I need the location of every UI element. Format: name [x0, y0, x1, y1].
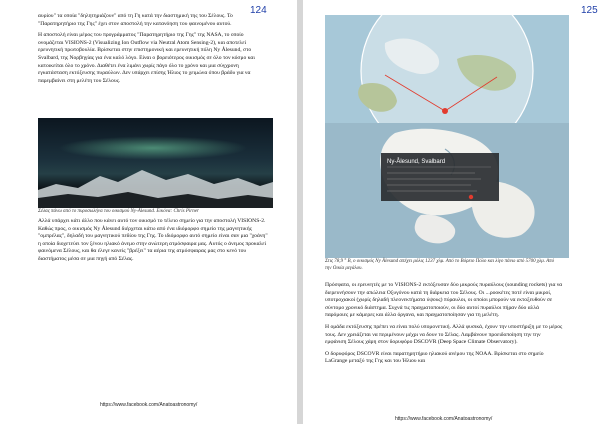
paragraph: Αλλά υπάρχει κάτι άλλο που κάνει αυτό τον οικισμό το τέλειο σημείο για την αποστολή VISIONS-2. Καθώς προς, ο οικισμός Ny Ålesund διέρχεται κάτω από ένα ιδιόμορφο σημείο της μαγνητικής "ομπρέλας", δηλαδή του μαγνητικού πεδίου της Γης. Το ιδιόμορφο αυτό σημείο είναι σαν μια "χοάνη" η οποία διοχετεύει τον ξένου ηλιακό άνεμο στην ανώτερη ατμόσφαιρα μας. Αυτός ο άνεμος προκαλεί φαινόμενα Σέλους, και θα έλεγε κανείς "βρέξει" τα αέρια της ατμόσφαιρας μας στο κενό του διαστήματος μέσα σε μια πηγή από Σέλας.	[38, 218, 268, 262]
map-image	[325, 15, 569, 258]
map-label: Ny-Ålesund, Svalbard	[387, 159, 446, 165]
paragraph: Πρόσφατα, οι ερευνητές με το VISIONS-2 εκτόξευσαν δύο μικρούς πυραύλους (sounding rockets) για να διερευνήσουν την απώλεια Οξυγόνου κατά τη διάρκεια του Σέλους. Οι ...ροοκέτες ποτέ είναι μικροί, υποτροχιακοί (χωρίς δηλαδή πλεονεκτήματα ύψους) πύραυλοι, οι οποίοι μπορούν να εκτοξευθούν σε σύντομο χρονικό διάστημα. Συχνά τις πραγματοποιούν, οι δύο αυτοί πυραύλοι πήραν δύο αλλά παρόμοιες με κάμερες και άλλα όργανα, και πραγματοποίησαν για τη μελέτη.	[325, 282, 563, 319]
map-caption: Στις 78,9 ° Β, ο οικισμός Ny Ålesund απέχει μόλις 1237 χλμ. Από το Βόρειο Πόλο και λίγο πάνω από 5700 χλμ. Από την Οικία μεγάλου.	[325, 259, 555, 271]
aurora-glow	[58, 136, 248, 160]
mountain-silhouette	[38, 164, 273, 208]
left-top-text	[38, 13, 268, 89]
footer-link[interactable]: https://www.facebook.com/Anatoastronomy/	[395, 416, 493, 422]
aurora-photo	[38, 118, 273, 208]
page-number: 124	[250, 5, 267, 16]
paragraph: Ο δορυφόρος DSCOVR είναι παρατηρητήριο ηλιακού ανέμου της NOAA. Βρίσκεται στο σημείο LaGrange μεταξύ της Γης και του Ήλιου και	[325, 350, 544, 365]
left-page	[0, 0, 297, 424]
right-body-text	[325, 282, 563, 370]
left-bottom-text	[38, 218, 268, 268]
page-number: 125	[581, 5, 598, 16]
right-page	[303, 0, 600, 424]
paragraph: Η ομάδα εκτόξευσης πρέπει να είναι πολύ υπομονετική. Αλλά φυσικά, έχουν την υποστήριξη με το μέρος τους. Δεν χρειάζεται να περιμένουν μέχρι να δουν το Σέλας. Λαμβάνουν προειδοποίηση την την εμφάνιση Σέλους χάρη στον δορυφόρο DSCOVR (Deep Space Climate Observatory).	[325, 323, 563, 346]
photo-caption: Σέλας πάνω από το πυροσωλήνα του οικισμού Ny-Ålesund. Εικόνα: Chris Pirner	[38, 209, 199, 214]
paragraph: αυρίου" τα οποία "δηλητηριάζουν" από τη Γη κατά την διαστημική της του Σέλους. Το "Παρατηρητήριο της Γης" έχει στον αποστολή την κατανόηση του φαινομένου αυτού.	[38, 13, 233, 27]
map-svg	[325, 15, 569, 258]
paragraph: Η αποστολή είναι μέρος του προγράμματος "Παρατηρητήριο της Γης" της NASA, το οποίο ονομάζεται VISIONS-2 (Visualizing Ion Outflow via Neutral Atom Sensing-2), και αποτελεί ερευνητική πρωτοβουλία. Βρίσκεται στην επιστημονική και ερευνητική πόλη Ny Ålesund, στο Svalbard, της Νορβηγίας για ένα καλό λόγο. Είναι ο βορειότερος οικισμός σε όλο τον κόσμο και κατοικείται όλο το χρόνο. Διαθέτει ένα λιμάνι χωρίς πάγο όλο το χρόνο και μια σύγχρονη εγκατάσταση εκτόξευσης πυραύλων. Δεν υπάρχει επίσης Ήλιος το χειμώνα όπου βράδυ για να παρεμβαίνει στη μελέτη του Σέλους.	[38, 32, 255, 84]
footer-link[interactable]: https://www.facebook.com/Anatoastronomy/	[100, 402, 198, 408]
